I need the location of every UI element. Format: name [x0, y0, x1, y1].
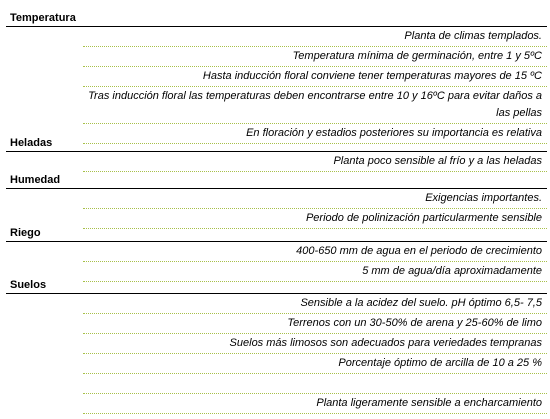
section-title: Riego — [10, 227, 41, 239]
list-item: 5 mm de agua/día aproximadamente — [83, 262, 547, 282]
list-item: Tras inducción floral las temperaturas deben encontrarse entre 10 y 16ºC para evitar daños a las pellas — [83, 87, 547, 124]
list-item: Exigencias importantes. — [83, 189, 547, 209]
section-riego — [6, 225, 547, 282]
list-item: Planta poco sensible al frío y a las heladas — [83, 152, 547, 172]
section-rows — [83, 189, 547, 229]
list-item-empty — [83, 374, 547, 394]
section-heladas — [6, 135, 547, 172]
list-item: Planta ligeramente sensible a encharcamiento — [83, 394, 547, 414]
list-item: Sensible a la acidez del suelo. pH óptimo 6,5- 7,5 — [83, 294, 547, 314]
section-rows — [83, 242, 547, 282]
section-rows — [83, 294, 547, 414]
section-title: Heladas — [10, 137, 53, 149]
list-item: Hasta inducción floral conviene tener temperaturas mayores de 15 ºC — [83, 67, 547, 87]
section-title: Humedad — [10, 174, 61, 186]
list-item: 400-650 mm de agua en el periodo de crecimiento — [83, 242, 547, 262]
section-title: Suelos — [10, 279, 47, 291]
list-item: En floración y estadios posteriores su importancia es relativa — [83, 124, 547, 144]
section-temperatura — [6, 10, 547, 144]
list-item: Porcentaje óptimo de arcilla de 10 a 25 % — [83, 354, 547, 374]
list-item: Periodo de polinización particularmente sensible — [83, 209, 547, 229]
section-suelos — [6, 277, 547, 414]
list-item: Temperatura mínima de germinación, entre 1 y 5ºC — [83, 47, 547, 67]
list-item: Planta de climas templados. — [83, 27, 547, 47]
section-rows — [83, 152, 547, 172]
section-title: Temperatura — [10, 12, 76, 24]
list-item: Suelos más limosos son adecuados para veriedades tempranas — [83, 334, 547, 354]
section-humedad — [6, 172, 547, 229]
list-item: Terrenos con un 30-50% de arena y 25-60% de limo — [83, 314, 547, 334]
section-rows — [83, 27, 547, 144]
